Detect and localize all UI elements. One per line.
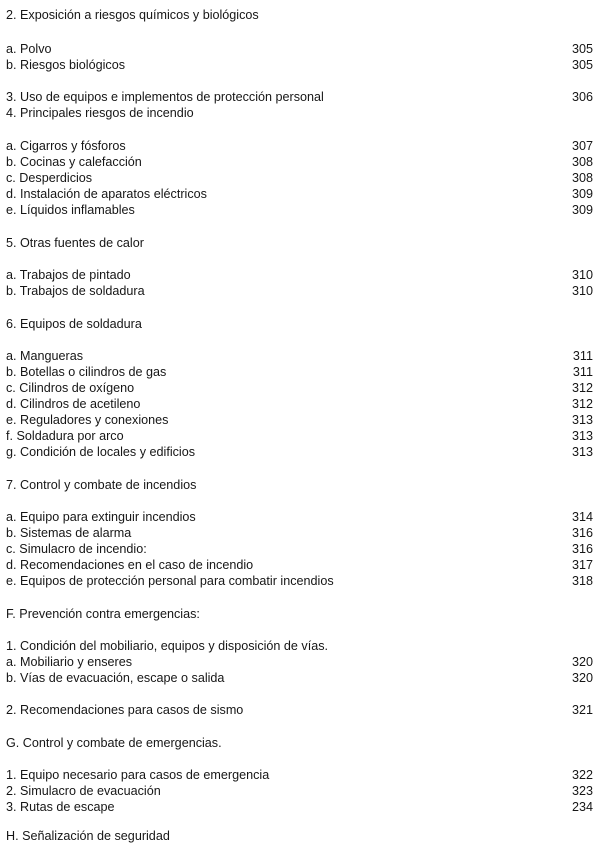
toc-entry-text: 4. Principales riesgos de incendio [6, 106, 194, 120]
toc-page-number: 234 [571, 800, 593, 814]
toc-entry [6, 267, 593, 283]
toc-page-number: 308 [571, 155, 593, 169]
toc-entry [6, 573, 593, 589]
toc-entry-text: a. Mangueras [6, 349, 84, 363]
toc-page-number: 313 [571, 445, 593, 459]
toc-entry-text: H. Señalización de seguridad [6, 829, 170, 843]
toc-heading [6, 477, 593, 493]
toc-entry-text: c. Desperdicios [6, 171, 93, 185]
toc-page-number: 321 [571, 703, 593, 717]
toc-heading [6, 638, 593, 654]
toc-page-number: 311 [572, 349, 593, 363]
toc-page-number: 318 [571, 574, 593, 588]
toc-entry-text: 5. Otras fuentes de calor [6, 236, 144, 250]
toc-page-number: 323 [571, 784, 593, 798]
toc-entry-text: 6. Equipos de soldadura [6, 317, 142, 331]
toc-entry-text: 7. Control y combate de incendios [6, 478, 197, 492]
toc-entry [6, 783, 593, 799]
toc-entry-text: b. Vías de evacuación, escape o salida [6, 671, 225, 685]
toc-entry [6, 525, 593, 541]
toc-entry-text: f. Soldadura por arco [6, 429, 124, 443]
toc-entry [6, 654, 593, 670]
toc-heading [6, 235, 593, 251]
toc-entry-text: 3. Rutas de escape [6, 800, 115, 814]
toc-entry [6, 509, 593, 525]
toc-entry-text: g. Condición de locales y edificios [6, 445, 196, 459]
toc-heading [6, 702, 593, 718]
toc-entry-text: d. Instalación de aparatos eléctricos [6, 187, 207, 201]
toc-page-number: 308 [571, 171, 593, 185]
toc-entry-text: b. Sistemas de alarma [6, 526, 132, 540]
toc-entry [6, 138, 593, 154]
toc-entry [6, 170, 593, 186]
toc-entry [6, 41, 593, 57]
toc-entry [6, 767, 593, 783]
toc-page-number: 307 [571, 139, 593, 153]
toc-page-number: 317 [571, 558, 593, 572]
toc-entry-text: b. Cocinas y calefacción [6, 155, 142, 169]
toc-entry-text: c. Simulacro de incendio: [6, 542, 147, 556]
toc-page-number: 312 [571, 381, 593, 395]
toc-entry-text: 1. Condición del mobiliario, equipos y disposición de vías. [6, 639, 329, 653]
toc-entry [6, 444, 593, 460]
toc-page-number: 316 [571, 526, 593, 540]
toc-heading [6, 7, 593, 23]
toc-entry-text: e. Reguladores y conexiones [6, 413, 169, 427]
toc-page-number: 312 [571, 397, 593, 411]
toc-page-number: 305 [571, 42, 593, 56]
toc-entry-text: 2. Recomendaciones para casos de sismo [6, 703, 244, 717]
toc-entry-text: a. Equipo para extinguir incendios [6, 510, 196, 524]
toc-entry-text: d. Cilindros de acetileno [6, 397, 141, 411]
toc-entry [6, 428, 593, 444]
toc-page-number: 310 [571, 268, 593, 282]
toc-page-number: 306 [571, 90, 593, 104]
toc-entry-text: 2. Exposición a riesgos químicos y biológicos [6, 8, 259, 22]
toc-entry [6, 396, 593, 412]
toc-entry-text: 1. Equipo necesario para casos de emergencia [6, 768, 270, 782]
toc-entry [6, 799, 593, 815]
toc-page-number: 310 [571, 284, 593, 298]
toc-entry-text: a. Polvo [6, 42, 52, 56]
toc-entry-text: b. Riesgos biológicos [6, 58, 126, 72]
toc-entry-text: e. Equipos de protección personal para combatir incendios [6, 574, 334, 588]
toc-entry [6, 283, 593, 299]
toc-page-number: 314 [571, 510, 593, 524]
toc-page-number: 305 [571, 58, 593, 72]
toc-entry-text: a. Cigarros y fósforos [6, 139, 126, 153]
toc-page-number: 320 [571, 655, 593, 669]
toc-entry [6, 202, 593, 218]
toc-heading [6, 89, 593, 105]
toc-entry [6, 670, 593, 686]
toc-heading [6, 316, 593, 332]
toc-entry-text: b. Trabajos de soldadura [6, 284, 145, 298]
toc-entry [6, 412, 593, 428]
toc-entry [6, 57, 593, 73]
toc-entry-text: a. Trabajos de pintado [6, 268, 131, 282]
toc-page-number: 309 [571, 203, 593, 217]
toc-entry-text: c. Cilindros de oxígeno [6, 381, 135, 395]
toc-entry [6, 154, 593, 170]
toc-heading [6, 606, 593, 622]
toc-entry [6, 364, 593, 380]
toc-entry-text: d. Recomendaciones en el caso de incendio [6, 558, 254, 572]
toc-entry [6, 557, 593, 573]
toc-heading [6, 828, 593, 844]
toc-page-number: 309 [571, 187, 593, 201]
toc-page-number: 313 [571, 413, 593, 427]
toc-page-number: 320 [571, 671, 593, 685]
toc-entry [6, 348, 593, 364]
toc-heading [6, 735, 593, 751]
toc-entry-text: 3. Uso de equipos e implementos de protección personal [6, 90, 324, 104]
toc-page-number: 322 [571, 768, 593, 782]
toc-entry-text: G. Control y combate de emergencias. [6, 736, 222, 750]
toc-entry-text: 2. Simulacro de evacuación [6, 784, 161, 798]
toc-page-number: 316 [571, 542, 593, 556]
toc-entry-text: e. Líquidos inflamables [6, 203, 135, 217]
toc-entry-text: b. Botellas o cilindros de gas [6, 365, 167, 379]
toc-entry [6, 380, 593, 396]
toc-page-number: 311 [572, 365, 593, 379]
toc-page-number: 313 [571, 429, 593, 443]
toc-heading [6, 105, 593, 121]
toc-entry-text: a. Mobiliario y enseres [6, 655, 132, 669]
toc-entry-text: F. Prevención contra emergencias: [6, 607, 200, 621]
toc-entry [6, 186, 593, 202]
toc-entry [6, 541, 593, 557]
